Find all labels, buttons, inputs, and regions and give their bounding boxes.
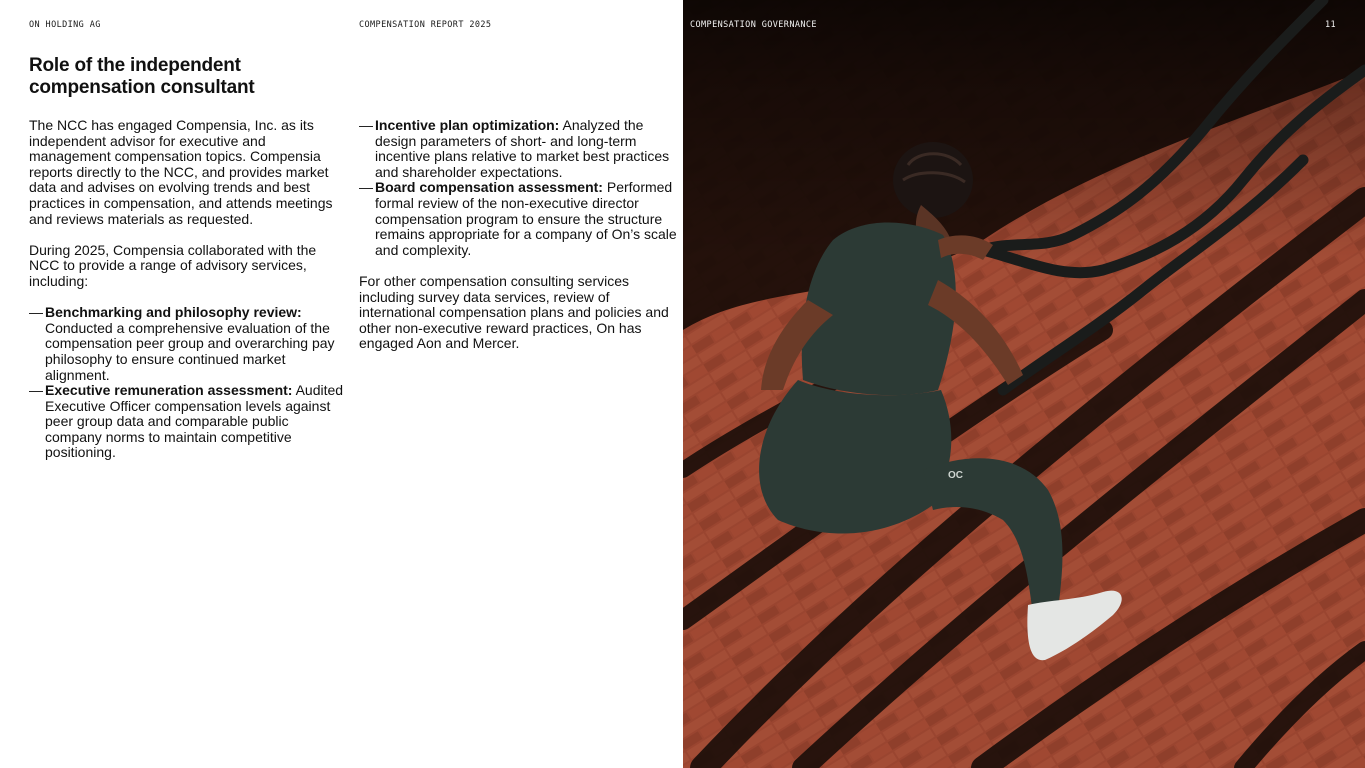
running-header-middle: COMPENSATION REPORT 2025: [359, 20, 492, 30]
running-header-left: ON HOLDING AG: [29, 20, 101, 30]
page-number: 11: [1325, 20, 1337, 30]
dash-marker: —: [359, 117, 373, 133]
left-column: [29, 118, 347, 461]
dash-marker: —: [29, 382, 43, 399]
dash-marker: —: [29, 304, 43, 321]
service-title: Incentive plan optimization:: [375, 117, 560, 133]
services-list-continued: [359, 118, 679, 258]
service-title: Board compensation assessment:: [375, 179, 603, 196]
service-text: Conducted a comprehensive evaluation of the compensation peer group and overarching pay philosophy to ensure continued market alignment.: [45, 319, 335, 383]
services-lead-paragraph: During 2025, Compensia collaborated with the NCC to provide a range of advisory services, including:: [29, 241, 317, 289]
apparel-logo: OC: [948, 470, 963, 481]
list-item: [29, 305, 347, 383]
athlete-photo: [683, 0, 1365, 768]
service-text: Analyzed the design parameters of short- and long-term incentive plans relative to market best practices and shareholder expectations.: [375, 117, 670, 180]
list-item: [29, 383, 347, 461]
list-item: [359, 180, 679, 258]
list-item: [359, 118, 679, 180]
services-list: [29, 305, 347, 461]
middle-column: [359, 118, 679, 368]
running-header-right: COMPENSATION GOVERNANCE: [690, 20, 817, 30]
service-text: Audited Executive Officer compensation levels against peer group data and comparable public company norms to maintain competitive positioning.: [45, 382, 344, 461]
service-text: Performed formal review of the non-executive director compensation program to ensure the structure remains appropriate for a company of On’s scale and complexity.: [375, 179, 677, 258]
service-title: Benchmarking and philosophy review:: [45, 304, 302, 321]
intro-paragraph: The NCC has engaged Compensia, Inc. as its independent advisor for executive and management compensation topics. Compensia reports directly to the NCC, and provides market data and advises on evolving trends and best practices in compensation, and attends meetings and reviews materials as requested.: [29, 117, 333, 227]
service-title: Executive remuneration assessment:: [45, 382, 293, 399]
dash-marker: —: [359, 179, 373, 196]
athlete-photo-illustration: [683, 0, 1365, 768]
closing-paragraph: For other compensation consulting services including survey data services, review of international compensation plans and policies and other non-executive reward practices, On has engaged Aon and Mercer.: [359, 272, 669, 352]
page-title: Role of the independent compensation consultant: [29, 55, 255, 98]
